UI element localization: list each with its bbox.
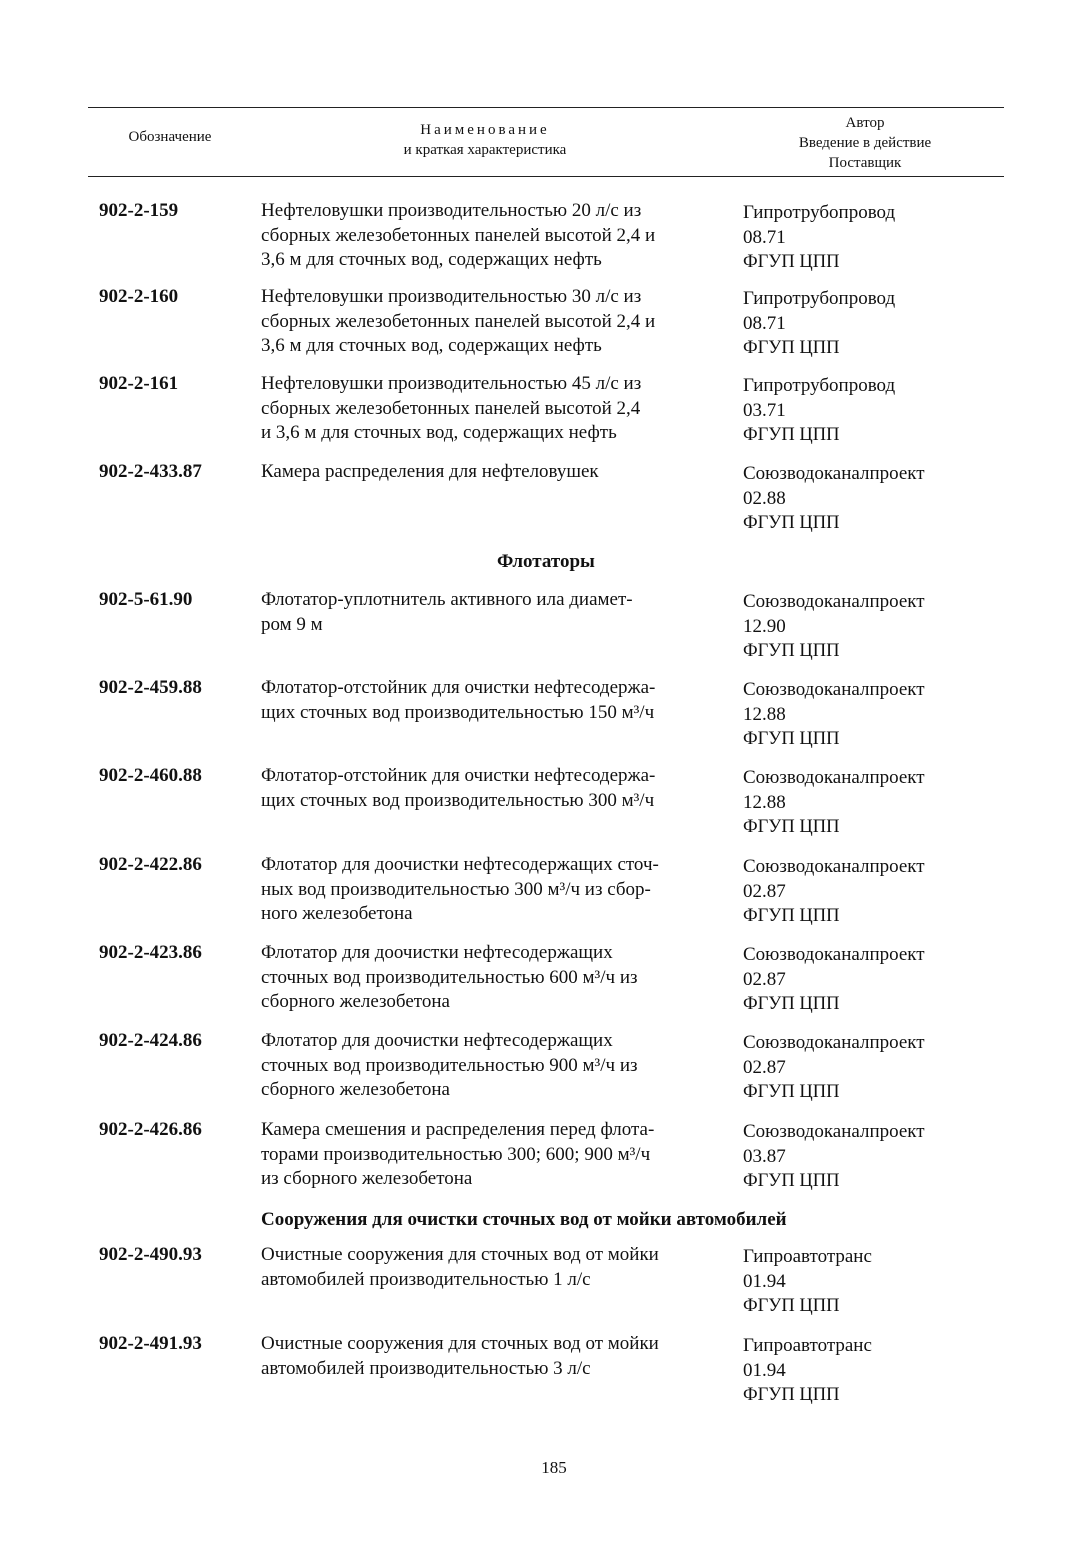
entry-author: Союзводоканалпроект <box>743 679 925 700</box>
description-line: щих сточных вод производительностью 300 м³/ч <box>261 789 655 811</box>
entry-description <box>261 1118 713 1192</box>
entry-date: 01.94 <box>743 1270 786 1292</box>
entry-author: Гипротрубопровод <box>743 375 896 396</box>
entry-author-block <box>743 590 973 664</box>
entry-date: 02.88 <box>743 487 786 509</box>
entry-author-block <box>743 287 973 361</box>
entry-author: Союзводоканалпроект <box>743 591 925 612</box>
entry-supplier: ФГУП ЦПП <box>743 1296 840 1316</box>
entry-date: 12.88 <box>743 791 786 813</box>
description-line: из сборного железобетона <box>261 1168 473 1189</box>
description-line: ром 9 м <box>261 613 323 635</box>
entry-code: 902-2-459.88 <box>99 677 202 698</box>
entry-author-block <box>743 766 973 840</box>
description-line: Флотатор для доочистки нефтесодержащих сточ- <box>261 854 659 875</box>
entry-description <box>261 372 713 446</box>
entry-date: 02.87 <box>743 880 786 902</box>
entry-code: 902-2-491.93 <box>99 1333 202 1354</box>
entry-author-block <box>743 1120 973 1194</box>
entry-description <box>261 853 713 927</box>
entry-supplier: ФГУП ЦПП <box>743 994 840 1014</box>
entry-code: 902-5-61.90 <box>99 589 193 610</box>
description-line: сборных железобетонных панелей высотой 2,4 и <box>261 224 656 246</box>
entry-description <box>261 460 713 485</box>
description-line: автомобилей производительностью 1 л/с <box>261 1268 591 1290</box>
entry-author-block <box>743 201 973 275</box>
description-line: Нефтеловушки производительностью 45 л/с из <box>261 373 642 394</box>
entry-date: 08.71 <box>743 226 786 248</box>
entry-code: 902-2-433.87 <box>99 461 202 482</box>
header-name-column <box>300 120 670 160</box>
entry-date: 01.94 <box>743 1359 786 1381</box>
description-line: Очистные сооружения для сточных вод от мойки <box>261 1244 659 1265</box>
header-code-label: Обозначение <box>128 129 212 145</box>
header-bottom-rule <box>88 176 1004 177</box>
entry-code: 902-2-161 <box>99 373 179 394</box>
entry-description <box>261 1243 713 1292</box>
description-line: сточных вод производительностью 600 м³/ч из <box>261 966 638 988</box>
entry-date: 08.71 <box>743 312 786 334</box>
entry-description <box>261 588 713 637</box>
section-heading-flotators: Флотаторы <box>497 551 595 572</box>
entry-code: 902-2-423.86 <box>99 942 202 963</box>
entry-author-block <box>743 374 973 448</box>
entry-code: 902-2-422.86 <box>99 854 202 875</box>
entry-description <box>261 941 713 1015</box>
header-supplier-label: Поставщик <box>828 155 902 171</box>
entry-description <box>261 285 713 359</box>
header-author-column <box>770 113 960 173</box>
entry-author: Гипротрубопровод <box>743 288 896 309</box>
description-line: и 3,6 м для сточных вод, содержащих нефть <box>261 422 617 443</box>
description-line: щих сточных вод производительностью 150 м³/ч <box>261 701 655 723</box>
description-line: автомобилей производительностью 3 л/с <box>261 1357 591 1379</box>
entry-code: 902-2-460.88 <box>99 765 202 786</box>
description-line: торами производительностью 300; 600; 900 м³/ч <box>261 1143 651 1165</box>
description-line: Флотатор-отстойник для очистки нефтесодержа- <box>261 677 656 698</box>
entry-date: 03.71 <box>743 399 786 421</box>
entry-supplier: ФГУП ЦПП <box>743 1171 840 1191</box>
entry-author-block <box>743 855 973 929</box>
header-name-sublabel: и краткая характеристика <box>403 142 567 158</box>
description-line: сборного железобетона <box>261 1079 450 1100</box>
description-line: Флотатор для доочистки нефтесодержащих <box>261 942 613 963</box>
entry-supplier: ФГУП ЦПП <box>743 641 840 661</box>
entry-author: Союзводоканалпроект <box>743 1032 925 1053</box>
description-line: Камера распределения для нефтеловушек <box>261 461 599 482</box>
description-line: ного железобетона <box>261 903 413 924</box>
description-line: ных вод производительностью 300 м³/ч из сбор- <box>261 878 651 900</box>
entry-author: Союзводоканалпроект <box>743 856 925 877</box>
entry-supplier: ФГУП ЦПП <box>743 1082 840 1102</box>
entry-author: Союзводоканалпроект <box>743 463 925 484</box>
description-line: Флотатор для доочистки нефтесодержащих <box>261 1030 613 1051</box>
entry-author-block <box>743 1031 973 1105</box>
description-line: 3,6 м для сточных вод, содержащих нефть <box>261 335 602 356</box>
header-code-column <box>100 127 240 147</box>
entry-author-block <box>743 462 973 536</box>
entry-description <box>261 1332 713 1381</box>
entry-code: 902-2-490.93 <box>99 1244 202 1265</box>
entry-supplier: ФГУП ЦПП <box>743 338 840 358</box>
entry-description <box>261 199 713 273</box>
description-line: Нефтеловушки производительностью 30 л/с из <box>261 286 642 307</box>
description-line: Очистные сооружения для сточных вод от мойки <box>261 1333 659 1354</box>
entry-code: 902-2-160 <box>99 286 179 307</box>
entry-author-block <box>743 1245 973 1319</box>
entry-author-block <box>743 943 973 1017</box>
description-line: сборных железобетонных панелей высотой 2,4 <box>261 397 641 419</box>
description-line: сборных железобетонных панелей высотой 2,4 и <box>261 310 656 332</box>
header-intro-label: Введение в действие <box>798 135 932 151</box>
entry-description <box>261 764 713 813</box>
entry-supplier: ФГУП ЦПП <box>743 906 840 926</box>
entry-author-block <box>743 1334 973 1408</box>
entry-date: 02.87 <box>743 968 786 990</box>
entry-author: Гипроавтотранс <box>743 1246 872 1267</box>
entry-supplier: ФГУП ЦПП <box>743 425 840 445</box>
page-number: 185 <box>541 1458 567 1477</box>
description-line: сборного железобетона <box>261 991 450 1012</box>
entry-supplier: ФГУП ЦПП <box>743 513 840 533</box>
entry-description <box>261 1029 713 1103</box>
description-line: Камера смешения и распределения перед флота- <box>261 1119 655 1140</box>
entry-supplier: ФГУП ЦПП <box>743 729 840 749</box>
entry-supplier: ФГУП ЦПП <box>743 1385 840 1405</box>
entry-date: 12.88 <box>743 703 786 725</box>
header-top-rule <box>88 107 1004 108</box>
entry-author-block <box>743 678 973 752</box>
header-name-label: Наименование <box>420 122 550 138</box>
description-line: Флотатор-отстойник для очистки нефтесодержа- <box>261 765 656 786</box>
entry-supplier: ФГУП ЦПП <box>743 252 840 272</box>
entry-author: Союзводоканалпроект <box>743 944 925 965</box>
description-line: 3,6 м для сточных вод, содержащих нефть <box>261 249 602 270</box>
entry-date: 03.87 <box>743 1145 786 1167</box>
entry-date: 02.87 <box>743 1056 786 1078</box>
entry-code: 902-2-159 <box>99 200 179 221</box>
entry-code: 902-2-426.86 <box>99 1119 202 1140</box>
entry-author: Союзводоканалпроект <box>743 1121 925 1142</box>
section-heading-car-wash: Сооружения для очистки сточных вод от мойки автомобилей <box>261 1209 787 1230</box>
entry-author: Союзводоканалпроект <box>743 767 925 788</box>
entry-supplier: ФГУП ЦПП <box>743 817 840 837</box>
entry-date: 12.90 <box>743 615 786 637</box>
entry-code: 902-2-424.86 <box>99 1030 202 1051</box>
description-line: Нефтеловушки производительностью 20 л/с из <box>261 200 642 221</box>
entry-description <box>261 676 713 725</box>
entry-author: Гипротрубопровод <box>743 202 896 223</box>
description-line: сточных вод производительностью 900 м³/ч из <box>261 1054 638 1076</box>
description-line: Флотатор-уплотнитель активного ила диамет- <box>261 589 633 610</box>
entry-author: Гипроавтотранс <box>743 1335 872 1356</box>
header-author-label: Автор <box>845 115 885 131</box>
